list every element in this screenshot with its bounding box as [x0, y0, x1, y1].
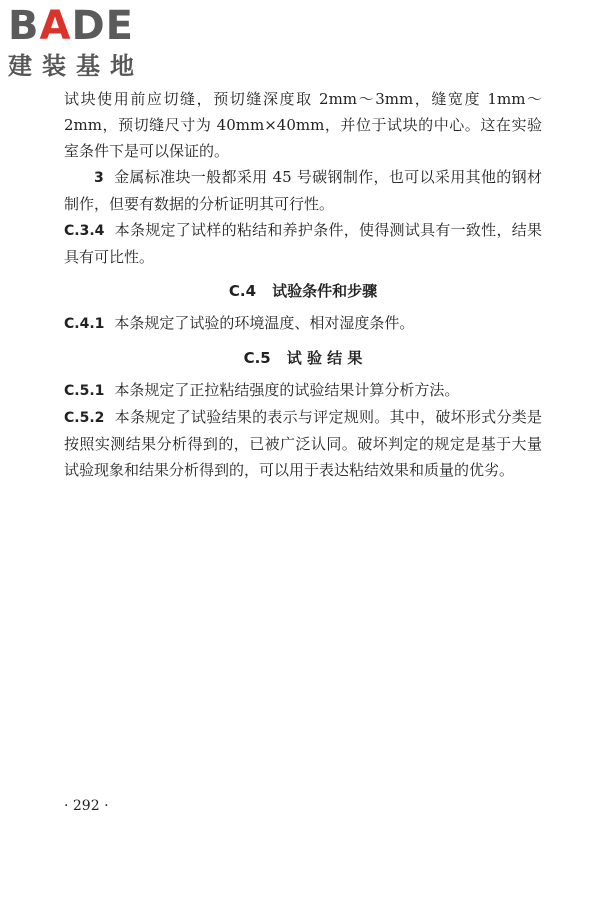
logo-letter-b: B: [8, 3, 40, 49]
brand-logo: [8, 3, 178, 80]
section-heading-c5: [64, 345, 542, 371]
clause-number: C.5.2: [64, 410, 105, 426]
clause-text: 本条规定了试验的环境温度、相对湿度条件。: [114, 314, 415, 332]
clause-c-3-4: [64, 217, 542, 270]
clause-number: C.3.4: [64, 223, 105, 239]
section-title: 试验条件和步骤: [272, 282, 378, 300]
clause-c-4-1: [64, 310, 542, 337]
item-text: 金属标准块一般都采用 45 号碳钢制作，也可以采用其他的钢材制作，但要有数据的分析证明其可行性。: [64, 168, 542, 213]
section-number: C.4: [228, 282, 257, 300]
logo-wordmark: [8, 3, 178, 49]
logo-letters-de: DE: [71, 3, 134, 49]
clause-number: C.4.1: [64, 316, 105, 332]
section-heading-c4: [64, 278, 542, 304]
item-number: 3: [94, 170, 104, 186]
clause-c-5-1: [64, 377, 542, 404]
logo-letter-a: A: [39, 3, 72, 49]
section-number: C.5: [243, 349, 271, 367]
document-body: [64, 86, 542, 483]
clause-text: 本条规定了试验结果的表示与评定规则。其中，破坏形式分类是按照实测结果分析得到的，已被广泛认同。破坏判定的规定是基于大量试验现象和结果分析得到的，可以用于表达粘结效果和质量的优劣。: [64, 408, 542, 479]
paragraph-specimen-cut: 试块使用前应切缝，预切缝深度取 2mm～3mm，缝宽度 1mm～2mm，预切缝尺寸为 40mm×40mm，并位于试块的中心。这在实验室条件下是可以保证的。: [64, 90, 542, 160]
paragraph-item-3: [64, 164, 542, 217]
clause-number: C.5.1: [64, 383, 105, 399]
clause-text: 本条规定了试样的粘结和养护条件，使得测试具有一致性，结果具有可比性。: [64, 221, 542, 266]
clause-text: 本条规定了正拉粘结强度的试验结果计算分析方法。: [114, 381, 460, 399]
logo-chinese-name: 建装基地: [8, 52, 144, 80]
section-title: 试 验 结 果: [286, 349, 363, 367]
page-number: · 292 ·: [64, 798, 109, 814]
clause-c-5-2: [64, 404, 542, 483]
